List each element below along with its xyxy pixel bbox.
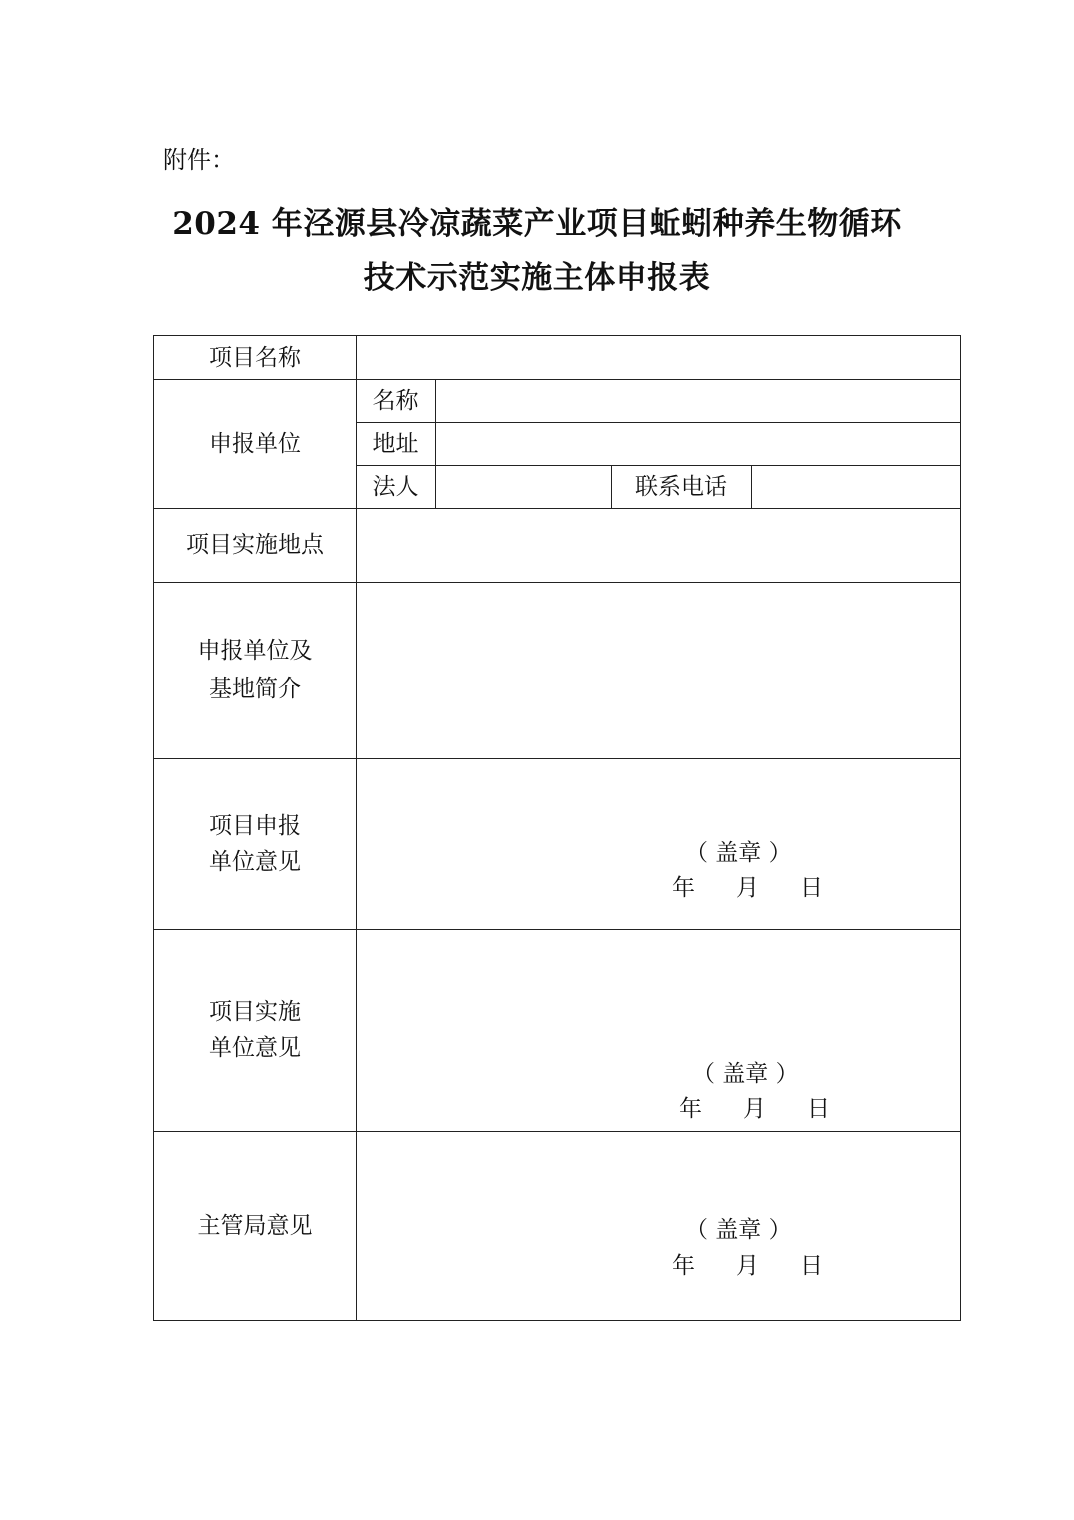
applicant-name-field[interactable] (436, 379, 960, 422)
date-month: 月 (736, 1253, 759, 1279)
date-year: 年 (679, 1096, 702, 1122)
applicant-address-field[interactable] (436, 422, 960, 465)
legal-person-field[interactable] (436, 465, 611, 508)
form-title-line1: 2024 年泾源县冷凉蔬菜产业项目蚯蚓种养生物循环 (172, 206, 902, 242)
date-month: 月 (736, 875, 759, 901)
project-name-field[interactable] (357, 336, 960, 379)
stamp-text: （ 盖章 ） (685, 840, 792, 866)
form-title-line2: 技术示范实施主体申报表 (363, 260, 711, 296)
site-label: 项目实施地点 (186, 532, 324, 558)
applicant-opinion-label (154, 758, 356, 929)
date-year: 年 (672, 875, 695, 901)
intro-label-line1: 申报单位及 (197, 638, 313, 664)
applicant-address-label: 地址 (372, 430, 419, 457)
authority-opinion-label: 主管局意见 (197, 1212, 313, 1239)
date-month: 月 (743, 1096, 766, 1122)
implementer-opinion-field[interactable] (357, 929, 960, 1131)
applicant-opinion-label-line2: 单位意见 (209, 848, 301, 875)
date-day: 日 (800, 875, 823, 901)
applicant-opinion-label-line1: 项目申报 (209, 812, 301, 839)
authority-opinion-field[interactable] (357, 1131, 960, 1320)
stamp-text: （ 盖章 ） (685, 1217, 792, 1243)
implementer-opinion-label-line1: 项目实施 (209, 999, 301, 1025)
contact-phone-label: 联系电话 (635, 473, 727, 500)
intro-field[interactable] (357, 582, 960, 758)
date-day: 日 (800, 1253, 823, 1279)
site-field[interactable] (357, 508, 960, 582)
applicant-name-label: 名称 (372, 387, 419, 414)
legal-person-label: 法人 (372, 473, 419, 500)
intro-label-line2: 基地简介 (209, 676, 301, 702)
date-year: 年 (672, 1253, 695, 1279)
applicant-opinion-field[interactable] (357, 758, 960, 929)
intro-label (154, 582, 356, 758)
implementer-opinion-label (154, 929, 356, 1131)
contact-phone-field[interactable] (752, 465, 960, 508)
stamp-text: （ 盖章 ） (692, 1061, 799, 1087)
implementer-opinion-label-line2: 单位意见 (209, 1035, 301, 1061)
project-name-label: 项目名称 (209, 344, 301, 371)
applicant-label: 申报单位 (209, 430, 301, 457)
application-form-table (153, 335, 961, 1321)
attachment-label: 附件： (163, 146, 235, 174)
date-day: 日 (807, 1096, 830, 1122)
